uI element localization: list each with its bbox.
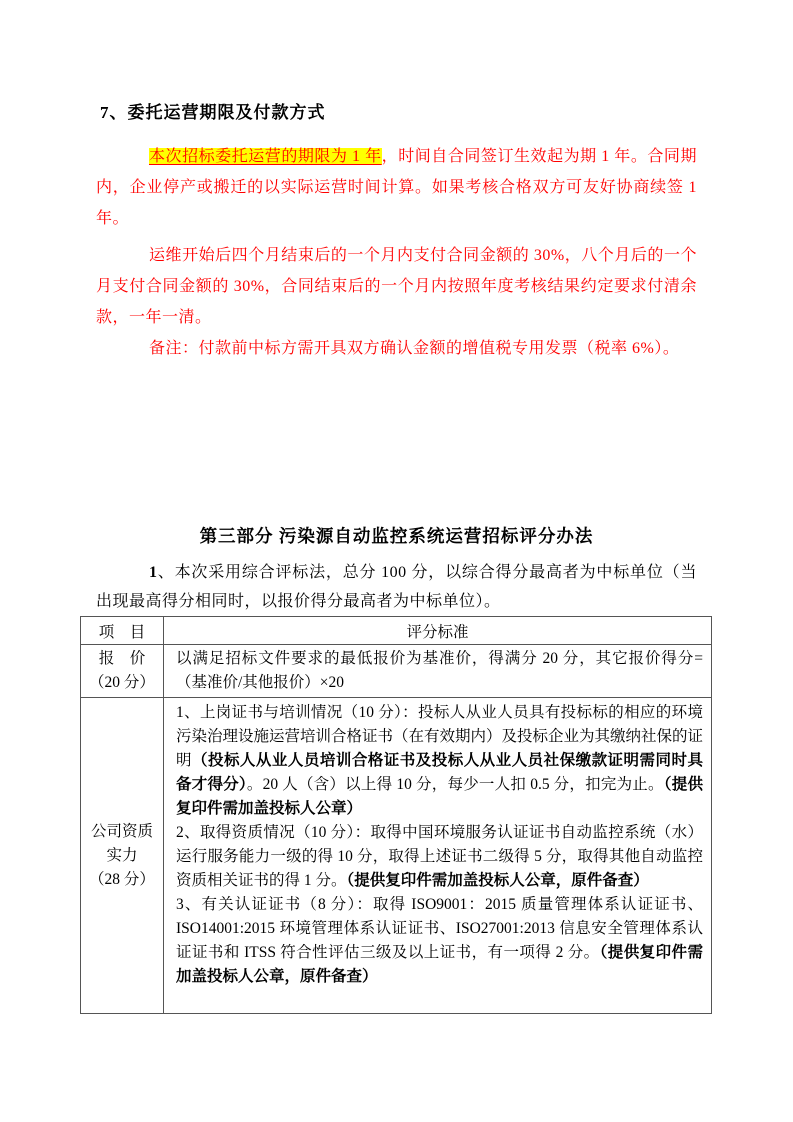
table-row xyxy=(81,698,712,1014)
scoring-table xyxy=(80,616,712,1014)
section7-note: 备注：付款前中标方需开具双方确认金额的增值税专用发票（税率 6%）。 xyxy=(149,340,680,357)
table-row xyxy=(81,645,712,698)
item-line: 公司资质 xyxy=(90,822,153,840)
section3-title: 第三部分 污染源自动监控系统运营招标评分办法 xyxy=(199,526,594,546)
intro-text: 、本次采用综合评标法，总分 100 分，以综合得分最高者为中标单位（当出现最高得分相同时，以报价得分最高者为中标单位）。 xyxy=(96,564,697,610)
section7-paragraph-payment: 运维开始后四个月结束后的一个月内支付合同金额的 30%，八个月后的一个月支付合同金额的 30%，合同结束后的一个月内按照年度考核结果约定要求付清余款，一年一清。 xyxy=(96,247,697,326)
item-line: （28 分） xyxy=(89,870,155,888)
section7-heading: 7、委托运营期限及付款方式 xyxy=(100,103,326,122)
criteria-cell-qualification: 1、上岗证书与培训情况（10 分）：投标人从业人员具有投标标的相应的环境污染治理设施运营培训合格证书（在有效期内）及投标企业为其缴纳社保的证明（投标人从业人员培训合格证书及投标人从业人员社保缴款证明需同时具备才得分）。20 人（含）以上得 10 分，每少一人扣 0.5 分，扣完为止。（提供复印件需加盖投标人公章） 2、取得资质情况（10 分）：取得中国环境服务认证证书自动监控系统（水）运行服务能力一级的得 10 分，取得上述证书二级得 5 分，取得其他自动监控资质相关证书的得 1 分。（提供复印件需加盖投标人公章，原件备查） 3、有关认证证书（8 分）：取得 ISO9001：2015 质量管理体系认证证书、ISO14001:2015 环境管理体系认证证书、ISO27001:2013 信息安全管理体系认证证书和 ITSS 符合性评估三级及以上证书，有一项得 2 分。（提供复印件需加盖投标人公章，原件备查） xyxy=(164,698,712,1014)
table-header-row xyxy=(81,617,712,645)
term-paragraph-rest: ，时间自合同签订生效起为期 1 年。合同期内，企业停产或搬迁的以实际运营时间计算。如果考核合格双方可友好协商续签 1 年。 xyxy=(96,148,697,227)
section7-paragraph-term xyxy=(96,141,697,234)
highlighted-term-text: 本次招标委托运营的期限为 1 年 xyxy=(149,148,382,165)
criteria-cell-price: 以满足招标文件要求的最低报价为基准价，得满分 20 分，其它报价得分=（基准价/其他报价）×20 xyxy=(164,645,712,698)
item-line: 报 价 xyxy=(98,650,146,667)
item-line: 实力 xyxy=(106,846,138,864)
item-line: （20 分） xyxy=(89,674,155,691)
intro-number: 1 xyxy=(149,564,158,581)
header-item: 项 目 xyxy=(81,617,164,645)
header-criteria: 评分标准 xyxy=(164,617,712,645)
section3-intro xyxy=(96,558,697,616)
item-cell-price xyxy=(81,645,164,698)
item-cell-qualification xyxy=(81,698,164,1014)
